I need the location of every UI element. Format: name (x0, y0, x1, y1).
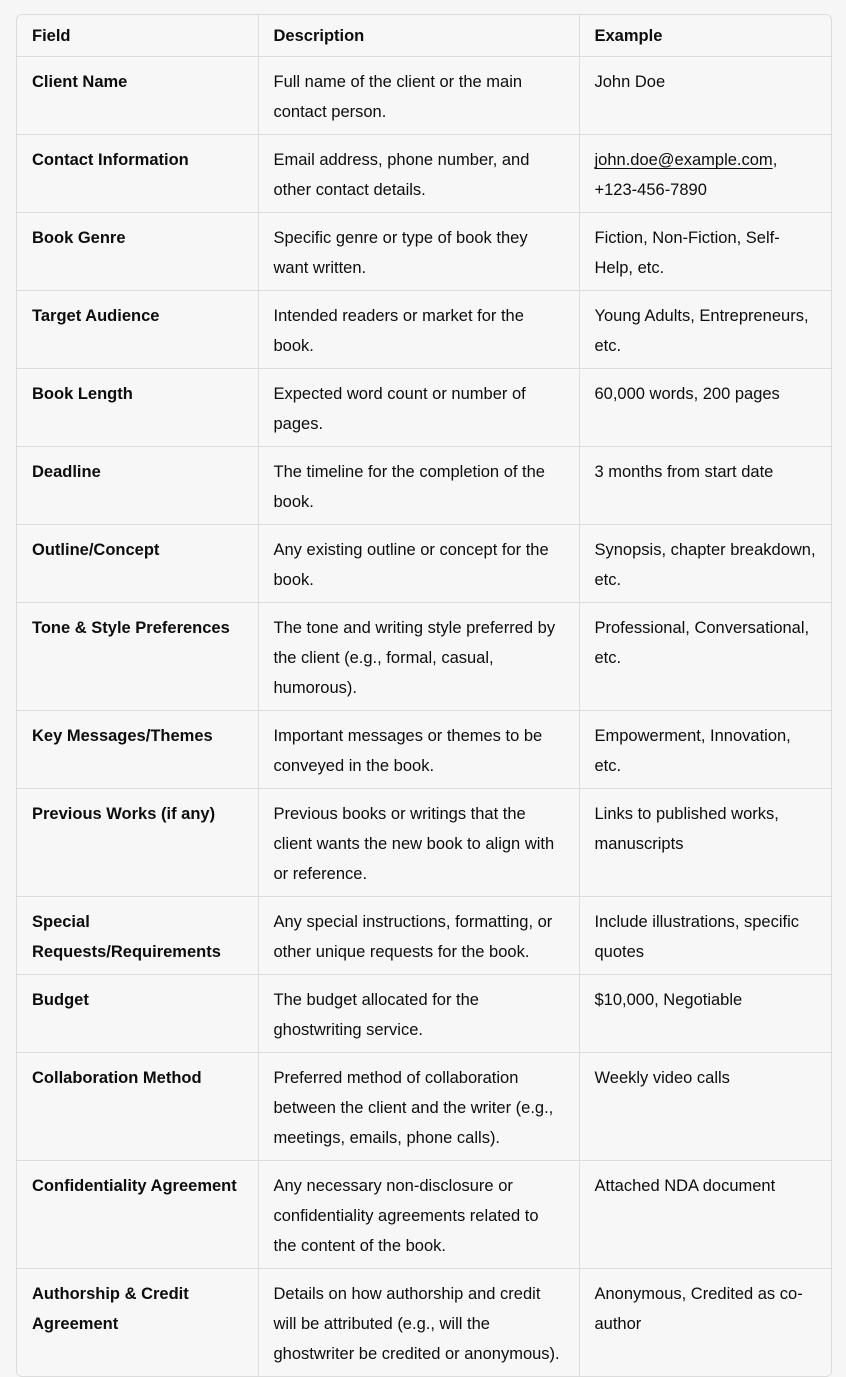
description-cell: Intended readers or market for the book. (258, 291, 579, 369)
field-cell: Target Audience (17, 291, 258, 369)
description-cell: The budget allocated for the ghostwriting service. (258, 975, 579, 1053)
table-row (17, 975, 831, 1053)
email-link[interactable]: john.doe@example.com (594, 151, 773, 169)
table-row (17, 57, 831, 135)
field-cell: Deadline (17, 447, 258, 525)
description-cell: Preferred method of collaboration between the client and the writer (e.g., meetings, emails, phone calls). (258, 1053, 579, 1161)
example-cell: $10,000, Negotiable (579, 975, 831, 1053)
field-cell: Contact Information (17, 135, 258, 213)
phone-text: , +123-456-7890 (594, 151, 778, 199)
field-cell: Budget (17, 975, 258, 1053)
example-cell: Fiction, Non-Fiction, Self-Help, etc. (579, 213, 831, 291)
table-row (17, 603, 831, 711)
header-example: Example (579, 15, 831, 57)
table-row (17, 291, 831, 369)
example-cell: Attached NDA document (579, 1161, 831, 1269)
table-row (17, 525, 831, 603)
example-cell: 3 months from start date (579, 447, 831, 525)
table-row (17, 213, 831, 291)
table-row (17, 1161, 831, 1269)
table-row (17, 711, 831, 789)
table-body (17, 57, 831, 1377)
table-row (17, 1053, 831, 1161)
table-row (17, 897, 831, 975)
example-cell: Include illustrations, specific quotes (579, 897, 831, 975)
example-cell: 60,000 words, 200 pages (579, 369, 831, 447)
header-row (17, 15, 831, 57)
description-cell: Full name of the client or the main contact person. (258, 57, 579, 135)
example-cell: Professional, Conversational, etc. (579, 603, 831, 711)
field-cell: Key Messages/Themes (17, 711, 258, 789)
table-row (17, 789, 831, 897)
example-cell: Synopsis, chapter breakdown, etc. (579, 525, 831, 603)
table-row (17, 1269, 831, 1377)
description-cell: The tone and writing style preferred by the client (e.g., formal, casual, humorous). (258, 603, 579, 711)
description-cell: Important messages or themes to be conveyed in the book. (258, 711, 579, 789)
example-cell (579, 135, 831, 213)
description-cell: Any necessary non-disclosure or confidentiality agreements related to the content of the book. (258, 1161, 579, 1269)
field-cell: Tone & Style Preferences (17, 603, 258, 711)
description-cell: Previous books or writings that the client wants the new book to align with or reference. (258, 789, 579, 897)
field-cell: Previous Works (if any) (17, 789, 258, 897)
description-cell: Specific genre or type of book they want written. (258, 213, 579, 291)
table (17, 15, 831, 1376)
description-cell: The timeline for the completion of the book. (258, 447, 579, 525)
example-cell: Young Adults, Entrepreneurs, etc. (579, 291, 831, 369)
field-cell: Book Genre (17, 213, 258, 291)
header-field: Field (32, 27, 71, 45)
header-description: Description (258, 15, 579, 57)
description-cell: Any existing outline or concept for the book. (258, 525, 579, 603)
example-cell: Empowerment, Innovation, etc. (579, 711, 831, 789)
description-cell: Email address, phone number, and other contact details. (258, 135, 579, 213)
table-row (17, 447, 831, 525)
example-cell: Anonymous, Credited as co-author (579, 1269, 831, 1377)
description-cell: Any special instructions, formatting, or other unique requests for the book. (258, 897, 579, 975)
example-cell: Weekly video calls (579, 1053, 831, 1161)
example-cell: Links to published works, manuscripts (579, 789, 831, 897)
description-cell: Details on how authorship and credit will be attributed (e.g., will the ghostwriter be credited or anonymous). (258, 1269, 579, 1377)
field-cell: Authorship & Credit Agreement (17, 1269, 258, 1377)
field-cell: Book Length (17, 369, 258, 447)
table-row (17, 135, 831, 213)
client-info-table (16, 14, 832, 1377)
field-cell: Collaboration Method (17, 1053, 258, 1161)
table-header (17, 15, 831, 57)
field-cell: Confidentiality Agreement (17, 1161, 258, 1269)
table-row (17, 369, 831, 447)
field-cell: Outline/Concept (17, 525, 258, 603)
field-cell: Special Requests/Requirements (17, 897, 258, 975)
description-cell: Expected word count or number of pages. (258, 369, 579, 447)
field-cell: Client Name (17, 57, 258, 135)
example-cell: John Doe (579, 57, 831, 135)
